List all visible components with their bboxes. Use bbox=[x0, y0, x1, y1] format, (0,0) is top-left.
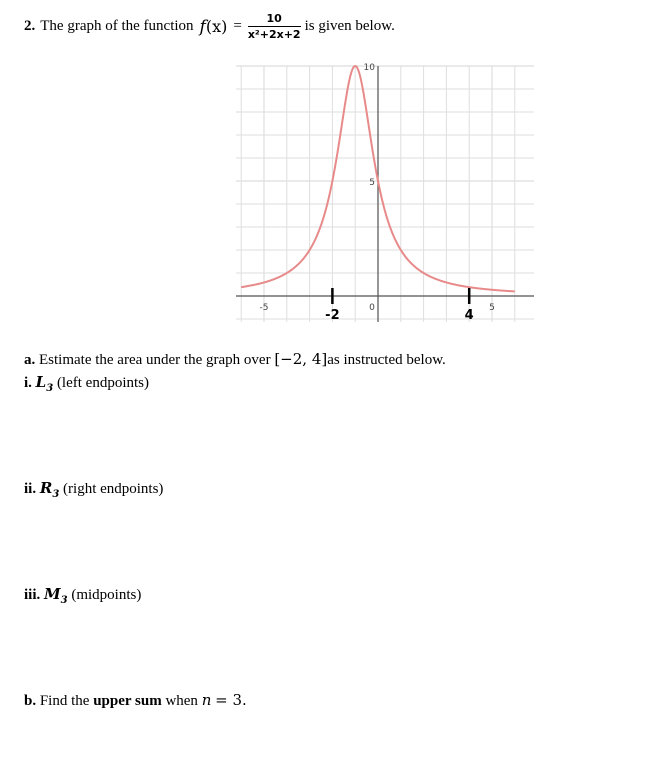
function-graph bbox=[232, 58, 534, 326]
item-midpoints bbox=[24, 585, 141, 606]
tick-label: -5 bbox=[259, 303, 269, 313]
tick-label: 5 bbox=[489, 303, 495, 313]
item-symbol: M bbox=[44, 585, 61, 603]
question-number: 2. bbox=[24, 18, 36, 34]
item-subscript: 3 bbox=[60, 595, 68, 606]
graph-grid bbox=[236, 66, 534, 322]
part-a-tail: as instructed below. bbox=[327, 352, 446, 368]
item-subscript: 3 bbox=[52, 489, 60, 500]
tick-label: 5 bbox=[369, 178, 375, 188]
part-b-prompt bbox=[24, 691, 247, 710]
item-left-endpoints bbox=[24, 373, 149, 394]
question-intro: The graph of the function bbox=[40, 18, 194, 34]
part-b-text1: Find the bbox=[39, 693, 90, 709]
item-symbol: R bbox=[39, 479, 53, 497]
part-b-bold: upper sum bbox=[93, 693, 162, 709]
part-b-text2: when bbox=[165, 693, 198, 709]
part-a-label: a. bbox=[24, 352, 36, 368]
part-b-variable: n bbox=[201, 691, 212, 709]
tick-label: 0 bbox=[369, 303, 375, 313]
question-suffix: is given below. bbox=[304, 18, 395, 34]
question-header bbox=[24, 12, 395, 41]
part-a-interval: [−2, 4] bbox=[274, 350, 328, 368]
item-subscript: 3 bbox=[46, 383, 54, 394]
marker-label: 4 bbox=[464, 308, 474, 323]
item-right-endpoints bbox=[24, 479, 163, 500]
item-roman: ii. bbox=[24, 481, 37, 497]
item-description: (midpoints) bbox=[71, 587, 142, 603]
part-b-equation: = 3. bbox=[215, 691, 247, 709]
item-roman: iii. bbox=[24, 587, 41, 603]
function-name: f bbox=[199, 16, 206, 37]
marker-label: -2 bbox=[325, 308, 340, 323]
fraction-denominator: x²+2x+2 bbox=[247, 28, 301, 41]
fraction-numerator: 10 bbox=[266, 12, 282, 25]
tick-label: 10 bbox=[363, 63, 375, 73]
item-symbol: L bbox=[35, 373, 47, 391]
item-roman: i. bbox=[24, 375, 32, 391]
function-variable: (x) bbox=[205, 17, 228, 36]
graph-axes bbox=[236, 66, 534, 322]
part-a-prompt bbox=[24, 350, 446, 369]
part-b-label: b. bbox=[24, 693, 37, 709]
item-description: (left endpoints) bbox=[56, 375, 149, 391]
item-description: (right endpoints) bbox=[63, 481, 164, 497]
function-fraction bbox=[248, 12, 301, 41]
part-a-text: Estimate the area under the graph over bbox=[39, 352, 271, 368]
equals-sign: = bbox=[233, 18, 242, 34]
